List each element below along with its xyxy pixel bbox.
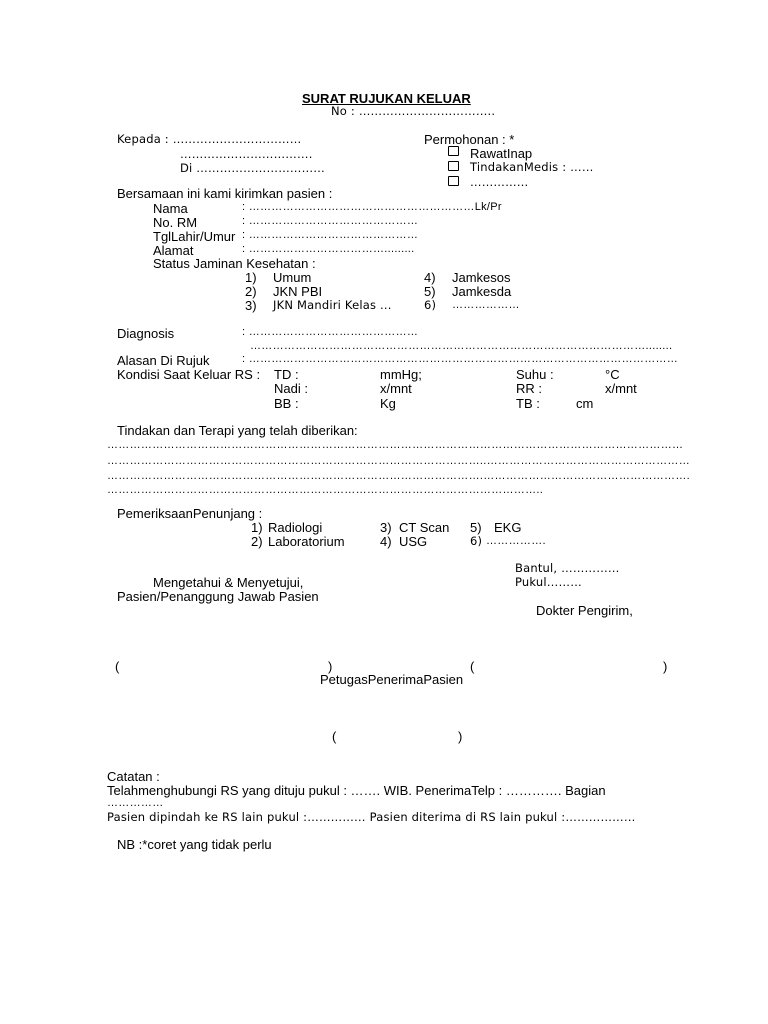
tindakan-label: Tindakan dan Terapi yang telah diberikan:	[117, 423, 358, 438]
norm-label: No. RM	[153, 215, 198, 230]
pasien-sign-close: )	[328, 659, 333, 674]
nama-label: Nama	[153, 201, 188, 216]
pukul-field[interactable]: Pukul………	[515, 575, 582, 589]
tindakanmedis-label: TindakanMedis : ……	[470, 160, 594, 174]
catatan-line-2[interactable]: Pasien dipindah ke RS lain pukul :…………… Pasien diterima di RS lain pukul :………………	[107, 810, 636, 824]
dokter-sign-close: )	[663, 659, 668, 674]
other-permohonan-label: ……………	[470, 175, 529, 189]
penunjang-1-num: 1)	[251, 520, 263, 535]
di-field[interactable]: Di ……………………………	[180, 161, 326, 175]
tb-label: TB :	[516, 396, 540, 411]
bb-label: BB :	[274, 396, 299, 411]
kepada-line2[interactable]: …………………………….	[180, 147, 313, 161]
alasan-field[interactable]: : ……………………………………………………………………………………………………	[242, 353, 679, 365]
nadi-unit: x/mnt	[380, 381, 412, 396]
kondisi-label: Kondisi Saat Keluar RS :	[117, 367, 261, 382]
tgllahir-label: TglLahir/Umur	[153, 229, 236, 244]
penunjang-label: PemeriksaanPenunjang :	[117, 506, 263, 521]
rr-label: RR :	[516, 381, 542, 396]
jaminan-2-num: 2)	[245, 284, 257, 299]
pasien-sign-open: (	[115, 659, 120, 674]
jaminan-6-num: 6)	[424, 298, 437, 312]
jaminan-jamkesda[interactable]: Jamkesda	[452, 284, 512, 299]
rr-unit: x/mnt	[605, 381, 637, 396]
rawatinap-label: RawatInap	[470, 146, 533, 161]
penunjang-other[interactable]: …………….	[486, 535, 546, 547]
tindakan-line-3[interactable]: ……………………………………………………………………………………….……………………………………………….	[107, 470, 691, 482]
penunjang-laboratorium[interactable]: Laboratorium	[268, 534, 345, 549]
jaminan-3-num: 3)	[245, 298, 257, 313]
penunjang-4-num: 4)	[380, 534, 392, 549]
jaminan-5-num: 5)	[424, 284, 436, 299]
pasien-penanggung-label: Pasien/Penanggung Jawab Pasien	[117, 589, 319, 604]
patient-intro: Bersamaan ini kami kirimkan pasien :	[117, 186, 333, 201]
bb-unit: Kg	[380, 396, 396, 411]
nama-field[interactable]: : ……………………………………………………Lk/Pr	[242, 201, 502, 213]
tindakan-line-2[interactable]: ………………………………………………………………………………………..………………………………………………	[107, 455, 691, 467]
penunjang-usg[interactable]: USG	[399, 534, 428, 549]
other-permohonan-checkbox[interactable]	[448, 176, 459, 186]
tb-unit: cm	[576, 396, 594, 411]
tindakan-line-4[interactable]: ……………………………………………………………………………………………………..	[107, 484, 544, 496]
penunjang-ctscan[interactable]: CT Scan	[399, 520, 450, 535]
petugas-sign-open: (	[332, 729, 337, 744]
dokter-pengirim-label: Dokter Pengirim,	[536, 603, 633, 618]
penunjang-3-num: 3)	[380, 520, 392, 535]
catatan-label: Catatan :	[107, 769, 160, 784]
jaminan-other[interactable]: ………………	[452, 299, 520, 311]
diagnosis-field[interactable]: : ………………………………………	[242, 326, 419, 338]
norm-field[interactable]: : ………………………………………	[242, 215, 419, 227]
jaminan-jamkesos[interactable]: Jamkesos	[452, 270, 511, 285]
penunjang-6-num: 6)	[470, 534, 483, 548]
bantul-date-field[interactable]: Bantul, ……………	[515, 561, 620, 575]
nadi-label: Nadi :	[274, 381, 308, 396]
mengetahui-label: Mengetahui & Menyetujui,	[153, 575, 304, 590]
td-unit: mmHg;	[380, 367, 422, 382]
suhu-unit: °C	[605, 367, 620, 382]
tindakan-line-1[interactable]: ………………………………………………………………………………………………………………………………………	[107, 439, 684, 451]
alamat-field[interactable]: : ……………………………….........	[242, 243, 415, 255]
suhu-label: Suhu :	[516, 367, 554, 382]
jaminan-label: Status Jaminan Kesehatan :	[153, 256, 316, 271]
jaminan-umum[interactable]: Umum	[273, 270, 312, 285]
jaminan-4-num: 4)	[424, 270, 436, 285]
petugas-penerima-label: PetugasPenerimaPasien	[320, 672, 464, 687]
document-number[interactable]: No : ……………………………..	[331, 104, 496, 118]
jaminan-jknmandiri[interactable]: JKN Mandiri Kelas ...	[273, 298, 392, 312]
rawatinap-checkbox[interactable]	[448, 146, 459, 156]
permohonan-label: Permohonan : *	[424, 132, 515, 147]
jaminan-jknpbi[interactable]: JKN PBI	[273, 284, 323, 299]
catatan-line-1[interactable]: Telahmenghubungi RS yang dituju pukul : ……. WIB. PenerimaTelp : …………. Bagian	[107, 783, 606, 798]
tindakanmedis-checkbox[interactable]	[448, 161, 459, 171]
tgllahir-field[interactable]: : ………………………………………	[242, 229, 419, 241]
penunjang-5-num: 5)	[470, 520, 482, 535]
diagnosis-line2[interactable]: ……………………………………………………………………………………………........	[250, 340, 673, 352]
alamat-label: Alamat	[153, 243, 194, 258]
penunjang-ekg[interactable]: EKG	[494, 520, 522, 535]
td-label: TD :	[274, 367, 299, 382]
penunjang-2-num: 2)	[251, 534, 263, 549]
diagnosis-label: Diagnosis	[117, 326, 175, 341]
kepada-field[interactable]: Kepada : ……………………………	[117, 132, 302, 146]
dokter-sign-open: (	[470, 659, 475, 674]
jaminan-1-num: 1)	[245, 270, 257, 285]
nb-note: NB :*coret yang tidak perlu	[117, 837, 272, 852]
catatan-line-1b[interactable]: ……………	[107, 797, 164, 809]
document-title: SURAT RUJUKAN KELUAR	[302, 91, 471, 106]
penunjang-radiologi[interactable]: Radiologi	[268, 520, 323, 535]
petugas-sign-close: )	[458, 729, 463, 744]
alasan-label: Alasan Di Rujuk	[117, 353, 210, 368]
